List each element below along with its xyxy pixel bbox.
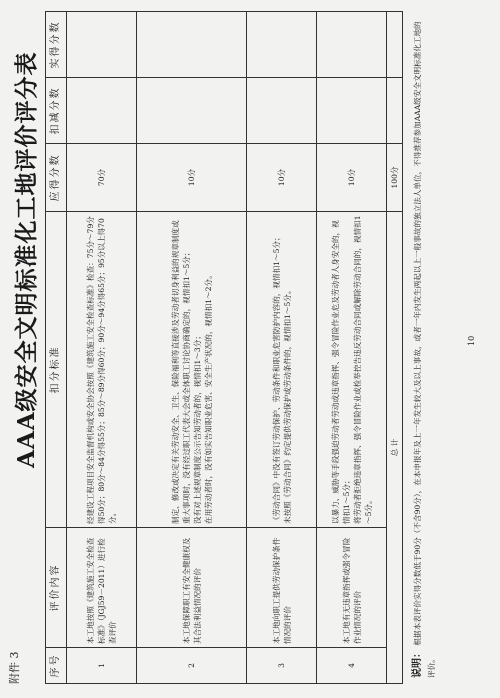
row-criteria: 经建设工程项目安全监督机构或安全协会按照《建筑施工安全检查标准》检查：75分～79分得50分；80分～84分得55分；85分～89分得60分；90分～94分得65分；95分以上得70分。 [67, 212, 137, 528]
row-points: 10分 [137, 144, 247, 212]
row-actual [247, 12, 317, 78]
page-title: AAA级安全文明标准化工地评价评分表 [13, 51, 40, 468]
table-header-row [46, 12, 67, 684]
header-no: 序号 [46, 648, 67, 684]
row-points: 10分 [317, 144, 387, 212]
row-criteria: 以暴力、威胁等手段强迫劳动者劳动或违章指挥、强令冒险作业危及劳动者人身安全的，视情扣1～5分； 将劳动者拒绝违章指挥、强令冒险作业或检举控告违反劳动合同或解除劳动合同的，视情扣1～5分。 [317, 212, 387, 528]
note-text: 根据本表评价实得分数低于90分（不含90分），在本申报年及上一年发生较大及以上事故，或者一年内发生两起以上一般事故的独立法人单位，不得推荐参加AAA级安全文明标准化工地的评价。 [413, 21, 436, 678]
row-no: 2 [137, 648, 247, 684]
table-row [317, 12, 387, 684]
table-row [137, 12, 247, 684]
total-actual [387, 12, 403, 78]
header-points: 应得分数 [46, 144, 67, 212]
header-actual: 实得分数 [46, 12, 67, 78]
row-content: 本工地向职工提供劳动保护条件情况的评价 [247, 528, 317, 648]
row-points: 10分 [247, 144, 317, 212]
table-row [67, 12, 137, 684]
row-no: 3 [247, 648, 317, 684]
row-no: 1 [67, 648, 137, 684]
row-deducted [317, 78, 387, 144]
table-row [247, 12, 317, 684]
note-label: 说明： [412, 648, 423, 678]
row-actual [137, 12, 247, 78]
scoring-table [45, 11, 403, 684]
total-label: 总 计 [387, 212, 403, 684]
row-deducted [67, 78, 137, 144]
row-actual [317, 12, 387, 78]
total-row [387, 12, 403, 684]
row-content: 本工地按照《建筑施工安全检查标准》（JGJ59－2011）进行检查评价 [67, 528, 137, 648]
header-content: 评价内容 [46, 528, 67, 648]
row-content: 本工地保障职工有安全健康权及其合法利益情况的评价 [137, 528, 247, 648]
row-deducted [137, 78, 247, 144]
note [410, 18, 438, 678]
row-deducted [247, 78, 317, 144]
row-content: 本工地有无违章指挥或强令冒险作业情况的评价 [317, 528, 387, 648]
page-number: 10 [467, 335, 476, 346]
header-criteria: 扣分标准 [46, 212, 67, 528]
row-points: 70分 [67, 144, 137, 212]
total-points: 100分 [387, 144, 403, 212]
row-no: 4 [317, 648, 387, 684]
row-actual [67, 12, 137, 78]
row-criteria: 制定、修改或决定有关劳动安全、卫生、保险福利等直接涉及劳动者切身利益的规章制度或重大事项时，没有经过职工代表大会或全体职工讨论协商确定的，视情扣1～5分； 没有对上述规章制度公示告知劳动者的，视情扣1～3分； 在用劳动者时，没有如实告知职业危害、安全生产状况的，视情扣1～2分。 [137, 212, 247, 528]
row-criteria: 《劳动合同》中没有签订劳动保护、劳动条件和职业危害防护内容的，视情扣1～5分； 未按照《劳动合同》约定提供劳动保护或劳动条件的，视情扣1～5分。 [247, 212, 317, 528]
header-deducted: 扣减分数 [46, 78, 67, 144]
total-deducted [387, 78, 403, 144]
attachment-label: 附件 3 [8, 651, 21, 684]
